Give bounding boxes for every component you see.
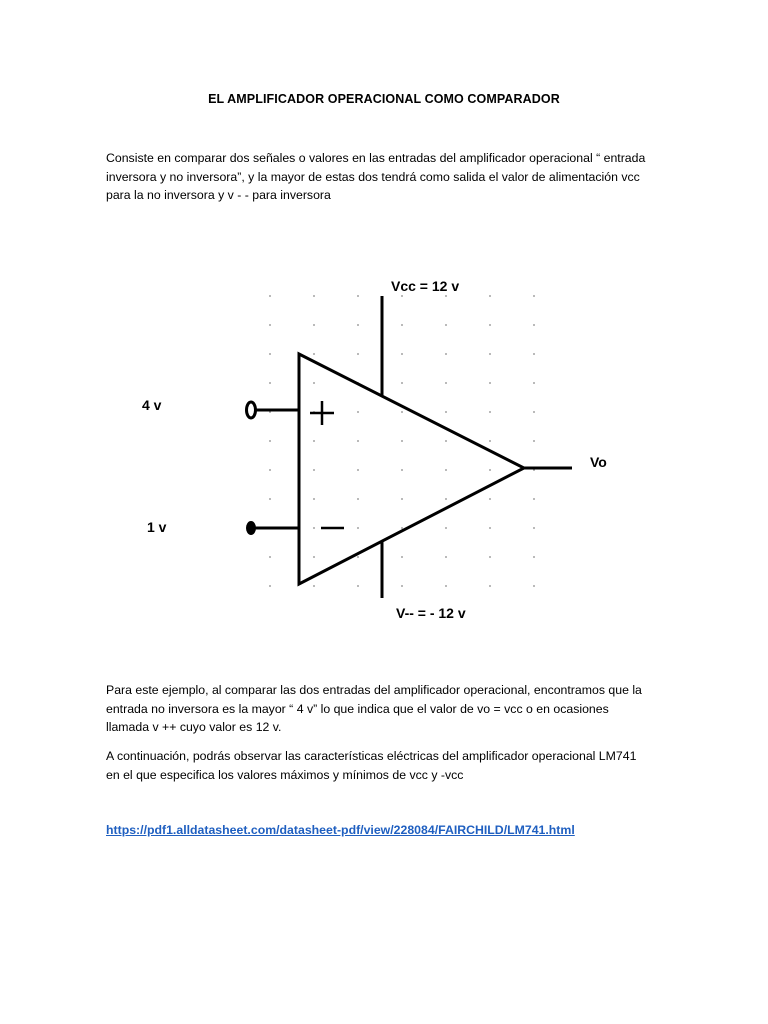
grid-dot (269, 295, 271, 297)
inverting-input-terminal (247, 522, 255, 534)
grid-dot (401, 469, 403, 471)
grid-dot (269, 382, 271, 384)
text-line: Consiste en comparar dos señales o valores en las entradas del amplificador operacional “ entrada (106, 151, 646, 165)
output-label: Vo (590, 454, 607, 470)
grid-dot (313, 469, 315, 471)
grid-dot (313, 527, 315, 529)
grid-dot (357, 324, 359, 326)
grid-dot (401, 527, 403, 529)
grid-dot (313, 324, 315, 326)
input-plus-voltage-label: 4 v (142, 397, 162, 413)
grid-dot (533, 556, 535, 558)
grid-dot (269, 440, 271, 442)
grid-dot (313, 295, 315, 297)
grid-dot (489, 324, 491, 326)
grid-dot (489, 382, 491, 384)
grid-dot (445, 469, 447, 471)
grid-dot (269, 353, 271, 355)
grid-dot (533, 411, 535, 413)
grid-dot (269, 556, 271, 558)
grid-dot (489, 411, 491, 413)
grid-dot (401, 440, 403, 442)
grid-dot (445, 498, 447, 500)
grid-dot (313, 556, 315, 558)
text-line: en el que especifica los valores máximos y mínimos de vcc y -vcc (106, 767, 464, 782)
grid-dot (533, 382, 535, 384)
grid-dot (401, 324, 403, 326)
text-line: para la no inversora y v - - para inversora (106, 188, 331, 202)
grid-dot (445, 324, 447, 326)
grid-dot (533, 527, 535, 529)
grid-dot (533, 295, 535, 297)
op-amp-comparator-diagram (0, 260, 768, 640)
grid-dot (489, 295, 491, 297)
grid-dot (401, 556, 403, 558)
grid-dot (357, 440, 359, 442)
text-line: entrada no inversora es la mayor “ 4 v” lo que indica que el valor de vo = vcc o en ocasiones (106, 701, 609, 716)
input-minus-voltage-label: 1 v (147, 519, 167, 535)
grid-dot (313, 382, 315, 384)
grid-dot (357, 585, 359, 587)
grid-dot (489, 585, 491, 587)
grid-dot (357, 295, 359, 297)
grid-dot (533, 353, 535, 355)
grid-dot (357, 498, 359, 500)
grid-dot (401, 295, 403, 297)
grid-dot (357, 556, 359, 558)
grid-dot (489, 556, 491, 558)
grid-dot (269, 324, 271, 326)
vee-label: V-- = - 12 v (396, 605, 466, 621)
text-line: inversora y no inversora”, y la mayor de estas dos tendrá como salida el valor de alimentación vcc (106, 169, 640, 184)
example-paragraph (106, 681, 666, 737)
grid-dot (269, 498, 271, 500)
grid-dot (401, 353, 403, 355)
grid-dot (269, 585, 271, 587)
op-amp-triangle (299, 354, 524, 584)
grid-dot (357, 469, 359, 471)
datasheet-link[interactable]: https://pdf1.alldatasheet.com/datasheet-pdf/view/228084/FAIRCHILD/LM741.html (106, 823, 575, 837)
noninverting-input-terminal (247, 402, 256, 418)
grid-dot (533, 585, 535, 587)
text-line: A continuación, podrás observar las características eléctricas del amplificador operacional LM741 (106, 749, 637, 763)
grid-dots (269, 295, 535, 587)
grid-dot (313, 498, 315, 500)
text-line: Para este ejemplo, al comparar las dos entradas del amplificador operacional, encontramos que la (106, 683, 642, 697)
grid-dot (445, 295, 447, 297)
grid-dot (489, 353, 491, 355)
text-line: llamada v ++ cuyo valor es 12 v. (106, 720, 282, 734)
grid-dot (533, 324, 535, 326)
grid-dot (489, 469, 491, 471)
grid-dot (533, 498, 535, 500)
grid-dot (401, 585, 403, 587)
grid-dot (313, 585, 315, 587)
grid-dot (445, 440, 447, 442)
grid-dot (401, 382, 403, 384)
grid-dot (313, 440, 315, 442)
grid-dot (313, 353, 315, 355)
grid-dot (445, 527, 447, 529)
grid-dot (489, 527, 491, 529)
grid-dot (489, 440, 491, 442)
grid-dot (533, 440, 535, 442)
grid-dot (357, 527, 359, 529)
document-title: EL AMPLIFICADOR OPERACIONAL COMO COMPARADOR (208, 92, 560, 106)
intro-paragraph (106, 149, 666, 205)
grid-dot (357, 411, 359, 413)
grid-dot (489, 498, 491, 500)
grid-dot (401, 498, 403, 500)
grid-dot (357, 353, 359, 355)
grid-dot (445, 585, 447, 587)
grid-dot (401, 411, 403, 413)
grid-dot (445, 556, 447, 558)
grid-dot (445, 353, 447, 355)
lm741-paragraph (106, 747, 666, 784)
grid-dot (445, 382, 447, 384)
vcc-label: Vcc = 12 v (391, 278, 460, 294)
grid-dot (445, 411, 447, 413)
grid-dot (269, 469, 271, 471)
